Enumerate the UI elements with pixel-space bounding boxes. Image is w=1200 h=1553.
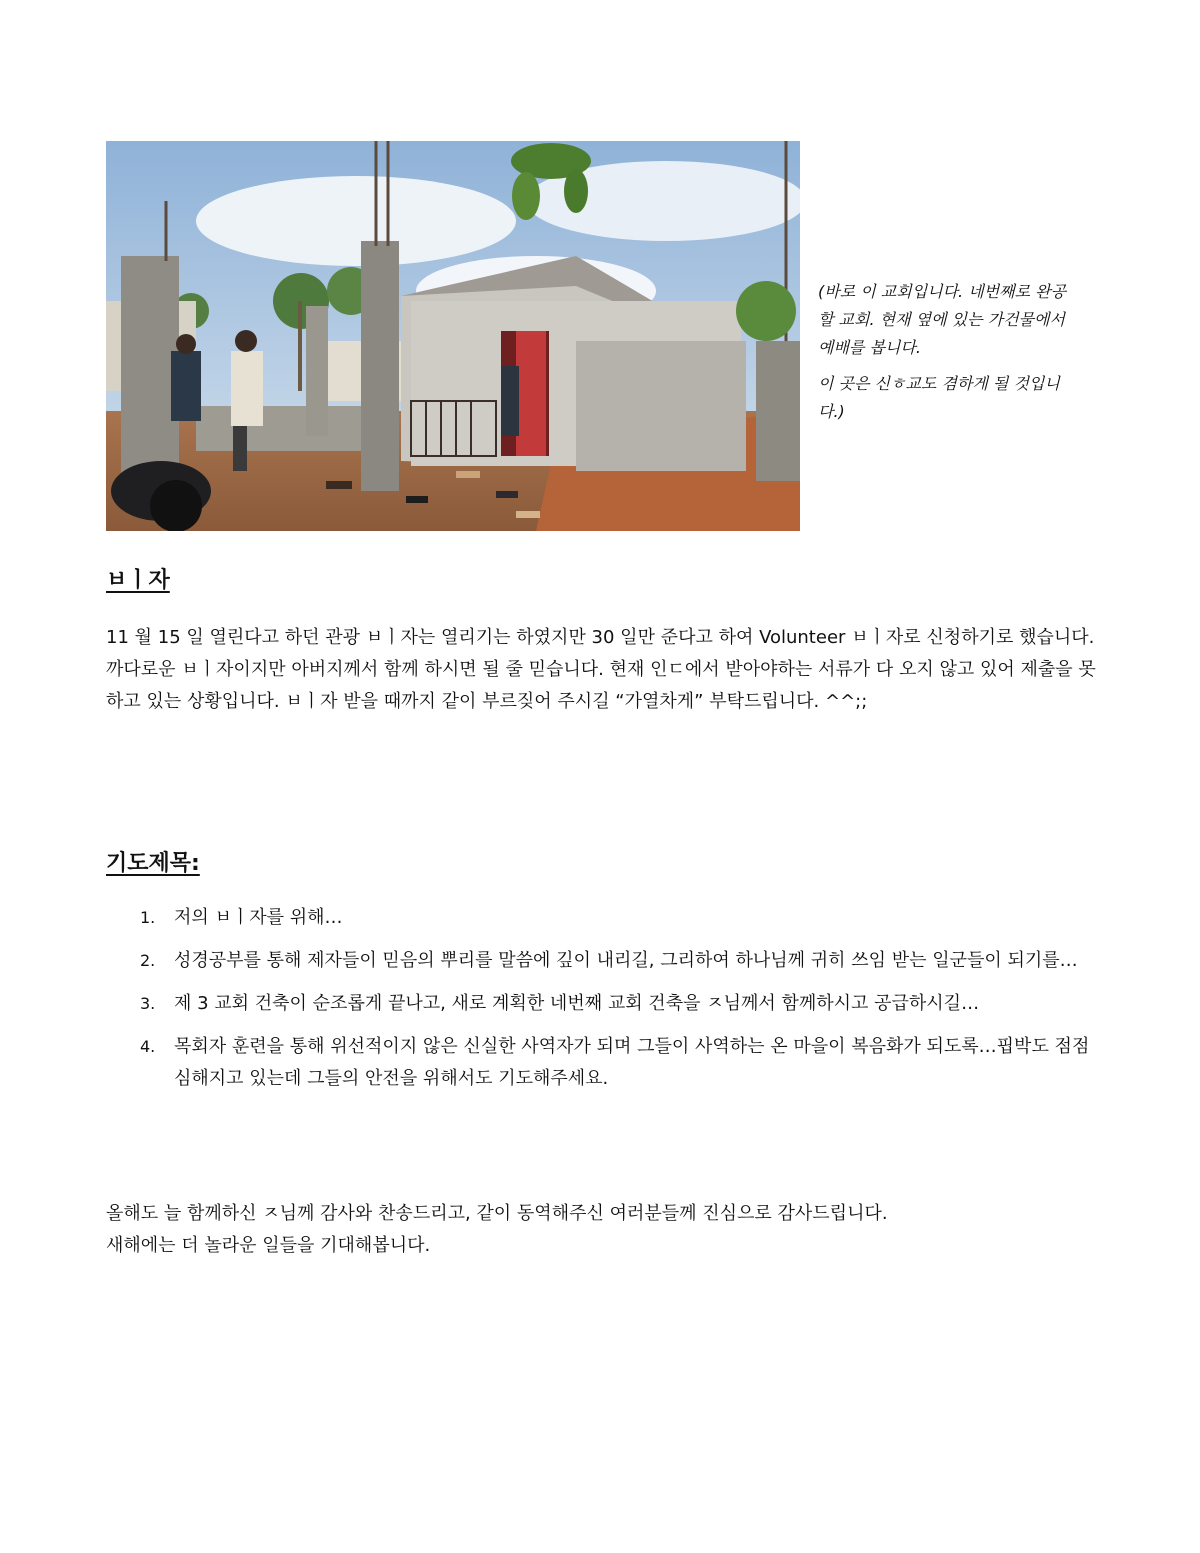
caption-paragraph-2: 이 곳은 신ㅎ교도 겸하게 될 것입니다.)	[818, 374, 1060, 421]
visa-heading: ㅂㅣ자	[106, 568, 170, 593]
prayer-item	[106, 1031, 1096, 1095]
prayer-heading: 기도제목:	[106, 851, 200, 876]
closing-paragraph	[106, 1198, 1096, 1262]
photo-caption	[818, 278, 1068, 426]
prayer-item-number: 2.	[140, 951, 156, 970]
church-photo	[106, 141, 800, 531]
visa-body: 11 월 15 일 열린다고 하던 관광 ㅂㅣ자는 열리기는 하였지만 30 일만 준다고 하여 Volunteer ㅂㅣ자로 신청하기로 했습니다. 까다로운 ㅂㅣ자이지만 아버지께서 함께 하시면 될 줄 믿습니다. 현재 인ㄷ에서 받아야하는 서류가 다 오지 않고 있어 제출을 못하고 있는 상황입니다. ㅂㅣ자 받을 때까지 같이 부르짖어 주시길 “가열차게” 부탁드립니다. ^^;;	[106, 627, 1096, 712]
prayer-item	[106, 945, 1096, 977]
caption-paragraph-1: (바로 이 교회입니다. 네번째로 완공할 교회. 현재 옆에 있는 가건물에서 예배를 봅니다.	[818, 282, 1067, 357]
closing-line-1: 올해도 늘 함께하신 ㅈ님께 감사와 찬송드리고, 같이 동역해주신 여러분들께 진심으로 감사드립니다.	[106, 1203, 888, 1224]
prayer-list	[106, 902, 1096, 1106]
prayer-item-number: 1.	[140, 908, 156, 927]
prayer-item-number: 4.	[140, 1037, 156, 1056]
closing-line-2: 새해에는 더 놀라운 일들을 기대해봅니다.	[106, 1235, 431, 1256]
prayer-item	[106, 902, 1096, 934]
prayer-item-text: 제 3 교회 건축이 순조롭게 끝나고, 새로 계획한 네번째 교회 건축을 ㅈ님께서 함께하시고 공급하시길…	[174, 993, 980, 1014]
prayer-item	[106, 988, 1096, 1020]
prayer-item-number: 3.	[140, 994, 156, 1013]
church-photo-drawing	[106, 141, 800, 531]
prayer-item-text: 저의 ㅂㅣ자를 위해…	[174, 907, 343, 928]
prayer-item-text: 목회자 훈련을 통해 위선적이지 않은 신실한 사역자가 되며 그들이 사역하는 온 마을이 복음화가 되도록…핍박도 점점 심해지고 있는데 그들의 안전을 위해서도 기도해주세요.	[174, 1036, 1090, 1089]
prayer-item-text: 성경공부를 통해 제자들이 믿음의 뿌리를 말씀에 깊이 내리길, 그리하여 하나님께 귀히 쓰임 받는 일군들이 되기를…	[174, 950, 1078, 971]
